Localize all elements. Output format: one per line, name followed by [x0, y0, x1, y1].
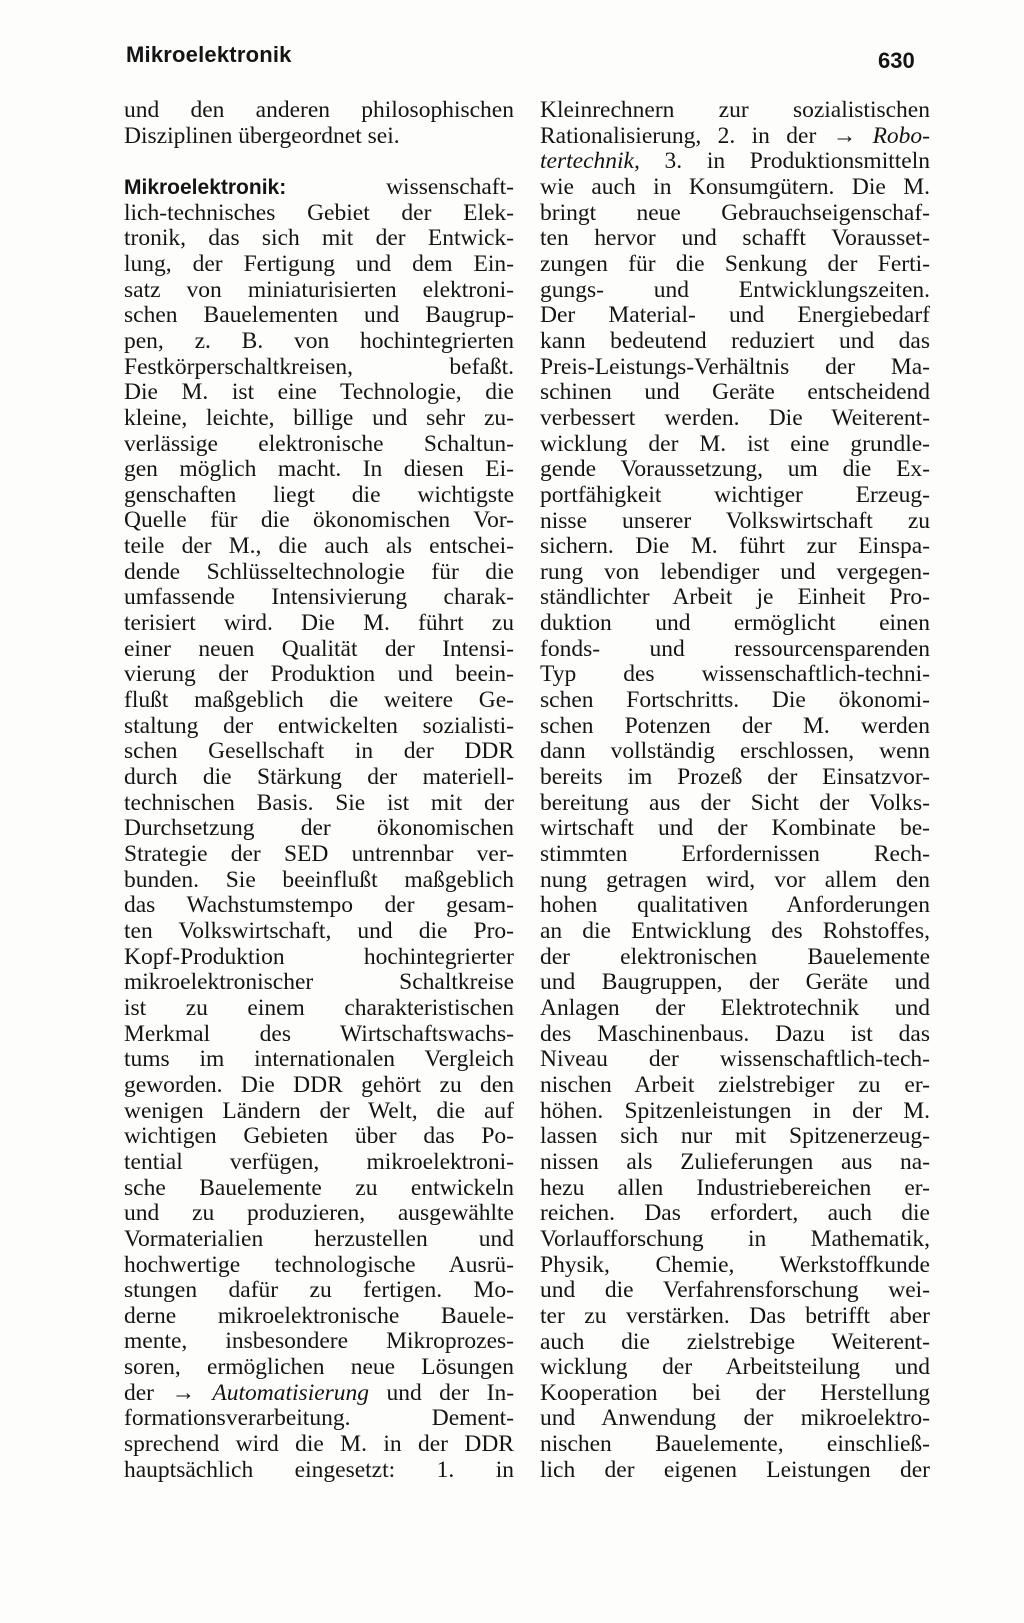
text-line: vierung der Produktion und beein- — [124, 661, 514, 688]
text-line: nischen Arbeit zielstrebiger zu er- — [540, 1071, 930, 1098]
text-line: Vorlaufforschung in Mathematik, — [540, 1225, 930, 1252]
text-fragment: der — [124, 1379, 155, 1406]
text-line: Physik, Chemie, Werkstoffkunde — [540, 1251, 930, 1278]
text-line: wichtigen Gebieten über das Po- — [124, 1123, 514, 1150]
text-line: und den anderen philosophischen — [124, 97, 514, 123]
text-line: der elektronischen Bauelemente — [540, 943, 930, 970]
text-line: bunden. Sie beeinflußt maßgeblich — [124, 866, 514, 893]
text-line: Durchsetzung der ökonomischen — [124, 815, 514, 842]
text-line: Preis-Leistungs-Verhältnis der Ma- — [540, 353, 930, 380]
text-line: kann bedeutend reduziert und das — [540, 327, 930, 354]
text-line: Vormaterialien herzustellen und — [124, 1225, 514, 1252]
left-column — [124, 98, 514, 1483]
text-line: bereits im Prozeß der Einsatzvor- — [540, 764, 930, 791]
text-line: stimmten Erfordernissen Rech- — [540, 841, 930, 868]
text-line: gungs- und Entwicklungszeiten. — [540, 276, 930, 303]
text-line: sichern. Die M. führt zur Einspa- — [540, 533, 930, 560]
text-line: genschaften liegt die wichtigste — [124, 481, 514, 508]
text-line: technischen Basis. Sie ist mit der — [124, 789, 514, 816]
text-line: bringt neue Gebrauchseigenschaf- — [540, 199, 930, 226]
text-line: verlässige elektronische Schaltun- — [124, 430, 514, 457]
text-line: an die Entwicklung des Rohstoffes, — [540, 918, 930, 944]
text-line: auch die zielstrebige Weiterent- — [540, 1328, 930, 1355]
text-line: Der Material- und Energiebedarf — [540, 302, 930, 329]
text-line: wirtschaft und der Kombinate be- — [540, 815, 930, 842]
text-line: das Wachstumstempo der gesam- — [124, 892, 514, 919]
text-line: ten hervor und schafft Vorausset- — [540, 225, 930, 252]
text-line: verbessert werden. Die Weiterent- — [540, 404, 930, 431]
text-line: hochwertige technologische Ausrü- — [124, 1251, 514, 1278]
text-line: schen Gesellschaft in der DDR — [124, 738, 514, 765]
text-line: schen Bauelementen und Baugrup- — [124, 302, 514, 329]
entry-term: Mikroelektronik: — [124, 175, 287, 199]
text-line: lung, der Fertigung und dem Ein- — [124, 250, 514, 277]
text-line: teile der M., die auch als entschei- — [124, 533, 514, 560]
text-line: des Maschinenbaus. Dazu ist das — [540, 1020, 930, 1047]
text-line: nung getragen wird, vor allem den — [540, 866, 930, 893]
text-line: und Baugruppen, der Geräte und — [540, 969, 930, 996]
text-line: Quelle für die ökonomischen Vor- — [124, 507, 514, 534]
text-line: terisiert wird. Die M. führt zu — [124, 610, 514, 637]
text-line: soren, ermöglichen neue Lösungen — [124, 1354, 514, 1381]
text-line: mikroelektronischer Schaltkreise — [124, 969, 514, 996]
text-line: ständlichter Arbeit je Einheit Pro- — [540, 584, 930, 611]
text-line: staltung der entwickelten sozialisti- — [124, 712, 514, 739]
text-line: hohen qualitativen Anforderungen — [540, 892, 930, 919]
text-line: flußt maßgeblich die weitere Ge- — [124, 687, 514, 714]
text-fragment: Rationalisierung, 2. in der — [540, 122, 817, 149]
text-line: formationsverarbeitung. Dement- — [124, 1405, 514, 1432]
text-line: Kooperation bei der Herstellung — [540, 1379, 930, 1406]
page-number: 630 — [878, 48, 915, 73]
text-line: Anlagen der Elektrotechnik und — [540, 994, 930, 1021]
text-line: Festkörperschaltkreisen, befaßt. — [124, 353, 514, 380]
text-line: derne mikroelektronische Bauele- — [124, 1302, 514, 1329]
text-line: geworden. Die DDR gehört zu den — [124, 1071, 514, 1098]
text-line: Niveau der wissenschaftlich-tech- — [540, 1046, 930, 1073]
arrow-icon: → — [832, 122, 857, 149]
text-fragment: wissenschaft- — [386, 173, 514, 200]
text-line: und zu produzieren, ausgewählte — [124, 1200, 514, 1227]
text-line: dende Schlüsseltechnologie für die — [124, 558, 514, 585]
text-fragment: 3. in Produktionsmitteln — [664, 148, 930, 175]
text-line: Disziplinen übergeordnet sei. — [124, 122, 400, 149]
text-line: einer neuen Qualität der Intensi- — [124, 635, 514, 662]
right-column — [540, 98, 930, 1483]
text-line: tential verfügen, mikroelektroni- — [124, 1148, 514, 1175]
text-line: schen Fortschritts. Die ökonomi- — [540, 687, 930, 714]
text-line: pen, z. B. von hochintegrierten — [124, 327, 514, 354]
text-line: satz von miniaturisierten elektroni- — [124, 276, 514, 303]
text-line: ist zu einem charakteristischen — [124, 994, 514, 1021]
text-line: durch die Stärkung der materiell- — [124, 764, 514, 791]
text-line: schen Potenzen der M. werden — [540, 712, 930, 739]
text-line: Kleinrechnern zur sozialistischen — [540, 97, 930, 123]
entry-first-line — [124, 175, 514, 201]
running-head-title: Mikroelektronik — [126, 42, 292, 67]
text-line: Strategie der SED untrennbar ver- — [124, 841, 514, 868]
text-line: umfassende Intensivierung charak- — [124, 584, 514, 611]
text-line: Merkmal des Wirtschaftswachs- — [124, 1020, 514, 1047]
text-line: mente, insbesondere Mikroprozes- — [124, 1328, 514, 1355]
cross-reference-line — [540, 124, 930, 150]
text-line: Kopf-Produktion hochintegrierter — [124, 943, 514, 970]
text-line: reichen. Das erfordert, auch die — [540, 1200, 930, 1227]
cross-reference-robotertechnik-part2[interactable]: tertechnik, — [540, 148, 640, 175]
paragraph-gap — [124, 149, 514, 175]
text-line: wicklung der Arbeitsteilung und — [540, 1354, 930, 1381]
text-line: stungen dafür zu fertigen. Mo- — [124, 1277, 514, 1304]
text-line: duktion und ermöglicht einen — [540, 610, 930, 637]
text-line: und die Verfahrensforschung wei- — [540, 1277, 930, 1304]
text-line: hezu allen Industriebereichen er- — [540, 1174, 930, 1201]
text-line: zungen für die Senkung der Ferti- — [540, 250, 930, 277]
text-line: rung von lebendiger und vergegen- — [540, 558, 930, 585]
text-line: kleine, leichte, billige und sehr zu- — [124, 404, 514, 431]
text-line: ten Volkswirtschaft, und die Pro- — [124, 917, 514, 944]
text-line: höhen. Spitzenleistungen in der M. — [540, 1097, 930, 1124]
text-line: nischen Bauelemente, einschließ- — [540, 1431, 930, 1458]
cross-reference-line — [124, 1381, 514, 1407]
text-line: lassen sich nur mit Spitzenerzeug- — [540, 1123, 930, 1150]
text-line: sche Bauelemente zu entwickeln — [124, 1174, 514, 1201]
text-line: lich-technisches Gebiet der Elek- — [124, 199, 514, 226]
arrow-icon: → — [171, 1379, 195, 1406]
text-line: Die M. ist eine Technologie, die — [124, 379, 514, 406]
text-line: gende Voraussetzung, um die Ex- — [540, 456, 930, 483]
text-line: tums im internationalen Vergleich — [124, 1046, 514, 1073]
text-line: ter zu verstärken. Das betrifft aber — [540, 1302, 930, 1329]
text-line: dann vollständig erschlossen, wenn — [540, 738, 930, 765]
text-line: bereitung aus der Sicht der Volks- — [540, 789, 930, 816]
text-line: und Anwendung der mikroelektro- — [540, 1405, 930, 1432]
cross-reference-robotertechnik-part1[interactable]: Robo- — [872, 122, 930, 149]
cross-reference-automatisierung[interactable]: Automatisierung — [212, 1379, 370, 1406]
text-line: hauptsächlich eingesetzt: 1. in — [124, 1456, 514, 1483]
text-line: Typ des wissenschaftlich-techni- — [540, 661, 930, 688]
text-line: schinen und Geräte entscheidend — [540, 379, 930, 406]
text-line: tronik, das sich mit der Entwick- — [124, 225, 514, 252]
text-line: wie auch in Konsumgütern. Die M. — [540, 173, 930, 200]
cross-reference-line — [540, 149, 930, 175]
text-line: portfähigkeit wichtiger Erzeug- — [540, 481, 930, 508]
text-line: wicklung der M. ist eine grundle- — [540, 430, 930, 457]
text-line: gen möglich macht. In diesen Ei- — [124, 456, 514, 483]
text-line: lich der eigenen Leistungen der — [540, 1456, 930, 1483]
text-fragment: und der In- — [386, 1379, 515, 1406]
text-line: sprechend wird die M. in der DDR — [124, 1431, 514, 1458]
text-line: fonds- und ressourcensparenden — [540, 635, 930, 662]
text-line: nissen als Zulieferungen aus na- — [540, 1148, 930, 1175]
text-line: nisse unserer Volkswirtschaft zu — [540, 507, 930, 534]
text-line: wenigen Ländern der Welt, die auf — [124, 1097, 514, 1124]
